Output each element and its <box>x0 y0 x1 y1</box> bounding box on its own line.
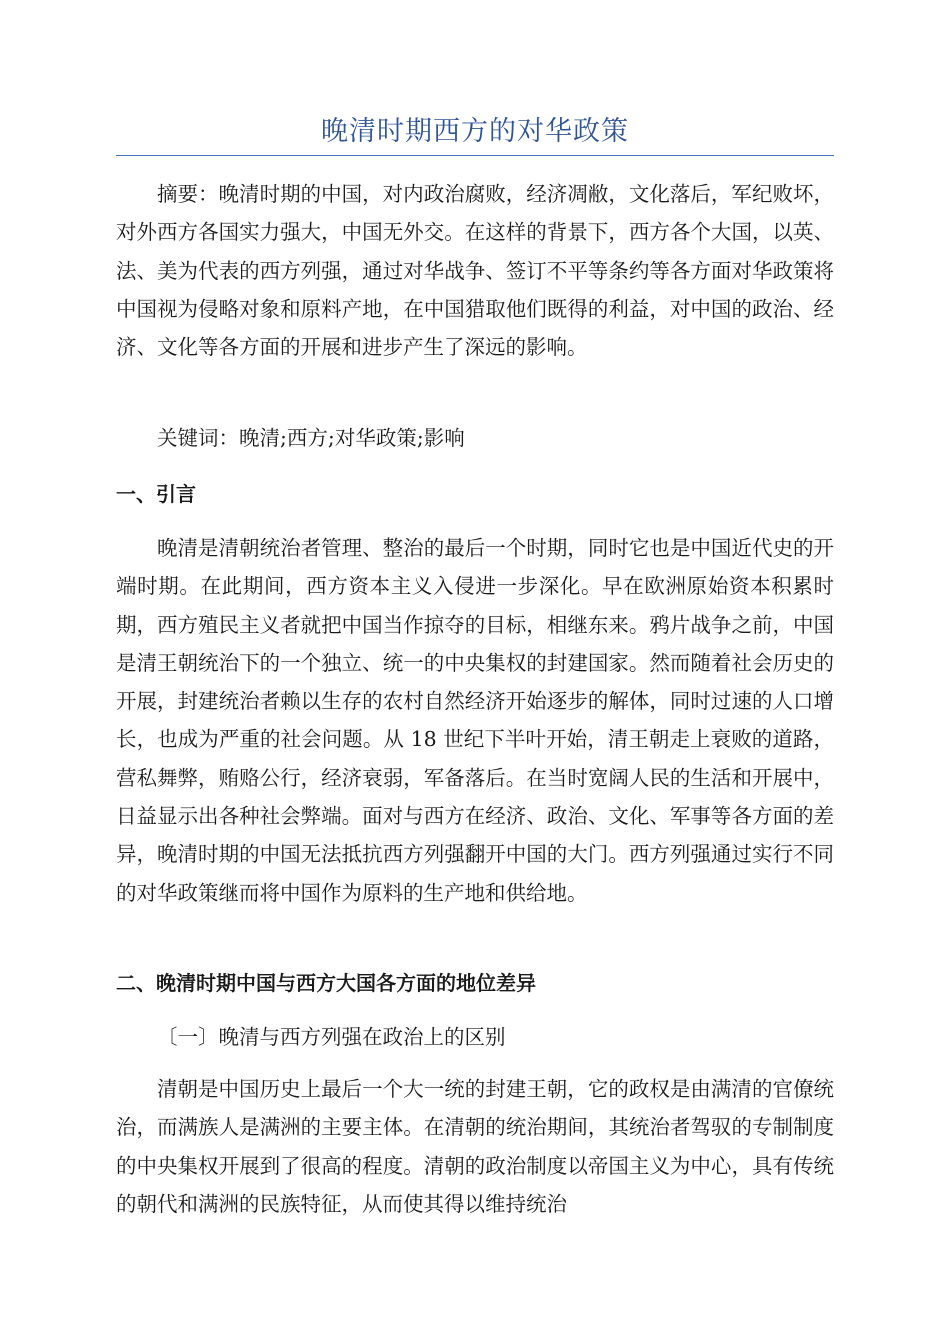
abstract-paragraph: 摘要：晚清时期的中国，对内政治腐败，经济凋敝，文化落后，军纪败坏，对外西方各国实力强大，中国无外交。在这样的背景下，西方各个大国，以英、法、美为代表的西方列强，通过对华战争、签订不平等条约等各方面对华政策将中国视为侵略对象和原料产地，在中国猎取他们既得的利益，对中国的政治、经济、文化等各方面的开展和进步产生了深远的影响。 <box>116 182 834 360</box>
section-heading-introduction: 一、引言 <box>116 482 196 506</box>
introduction-paragraph: 晚清是清朝统治者管理、整治的最后一个时期，同时它也是中国近代史的开端时期。在此期间，西方资本主义入侵进一步深化。早在欧洲原始资本积累时期，西方殖民主义者就把中国当作掠夺的目标，相继东来。鸦片战争之前，中国是清王朝统治下的一个独立、统一的中央集权的封建国家。然而随着社会历史的开展，封建统治者赖以生存的农村自然经济开始逐步的解体，同时过速的人口增长，也成为严重的社会问题。从 18 世纪下半叶开始，清王朝走上衰败的道路，营私舞弊，贿赂公行，经济衰弱，军备落后。在当时宽阔人民的生活和开展中，日益显示出各种社会弊端。面对与西方在经济、政治、文化、军事等各方面的差异，晚清时期的中国无法抵抗西方列强翻开中国的大门。西方列强通过实行不同的对华政策继而将中国作为原料的生产地和供给地。 <box>116 536 834 905</box>
section-heading-status-differences: 二、晚清时期中国与西方大国各方面的地位差异 <box>116 971 536 995</box>
political-paragraph: 清朝是中国历史上最后一个大一统的封建王朝，它的政权是由满清的官僚统治，而满族人是满洲的主要主体。在清朝的统治期间，其统治者驾驭的专制制度的中央集权开展到了很高的程度。清朝的政治制度以帝国主义为中心，具有传统的朝代和满洲的民族特征，从而使其得以维持统治 <box>116 1077 834 1216</box>
document-title: 晚清时期西方的对华政策 <box>321 116 629 147</box>
keywords-paragraph: 关键词：晚清;西方;对华政策;影响 <box>157 426 465 450</box>
title-underline <box>116 155 834 156</box>
subsection-heading-political: 〔一〕晚清与西方列强在政治上的区别 <box>157 1025 506 1049</box>
